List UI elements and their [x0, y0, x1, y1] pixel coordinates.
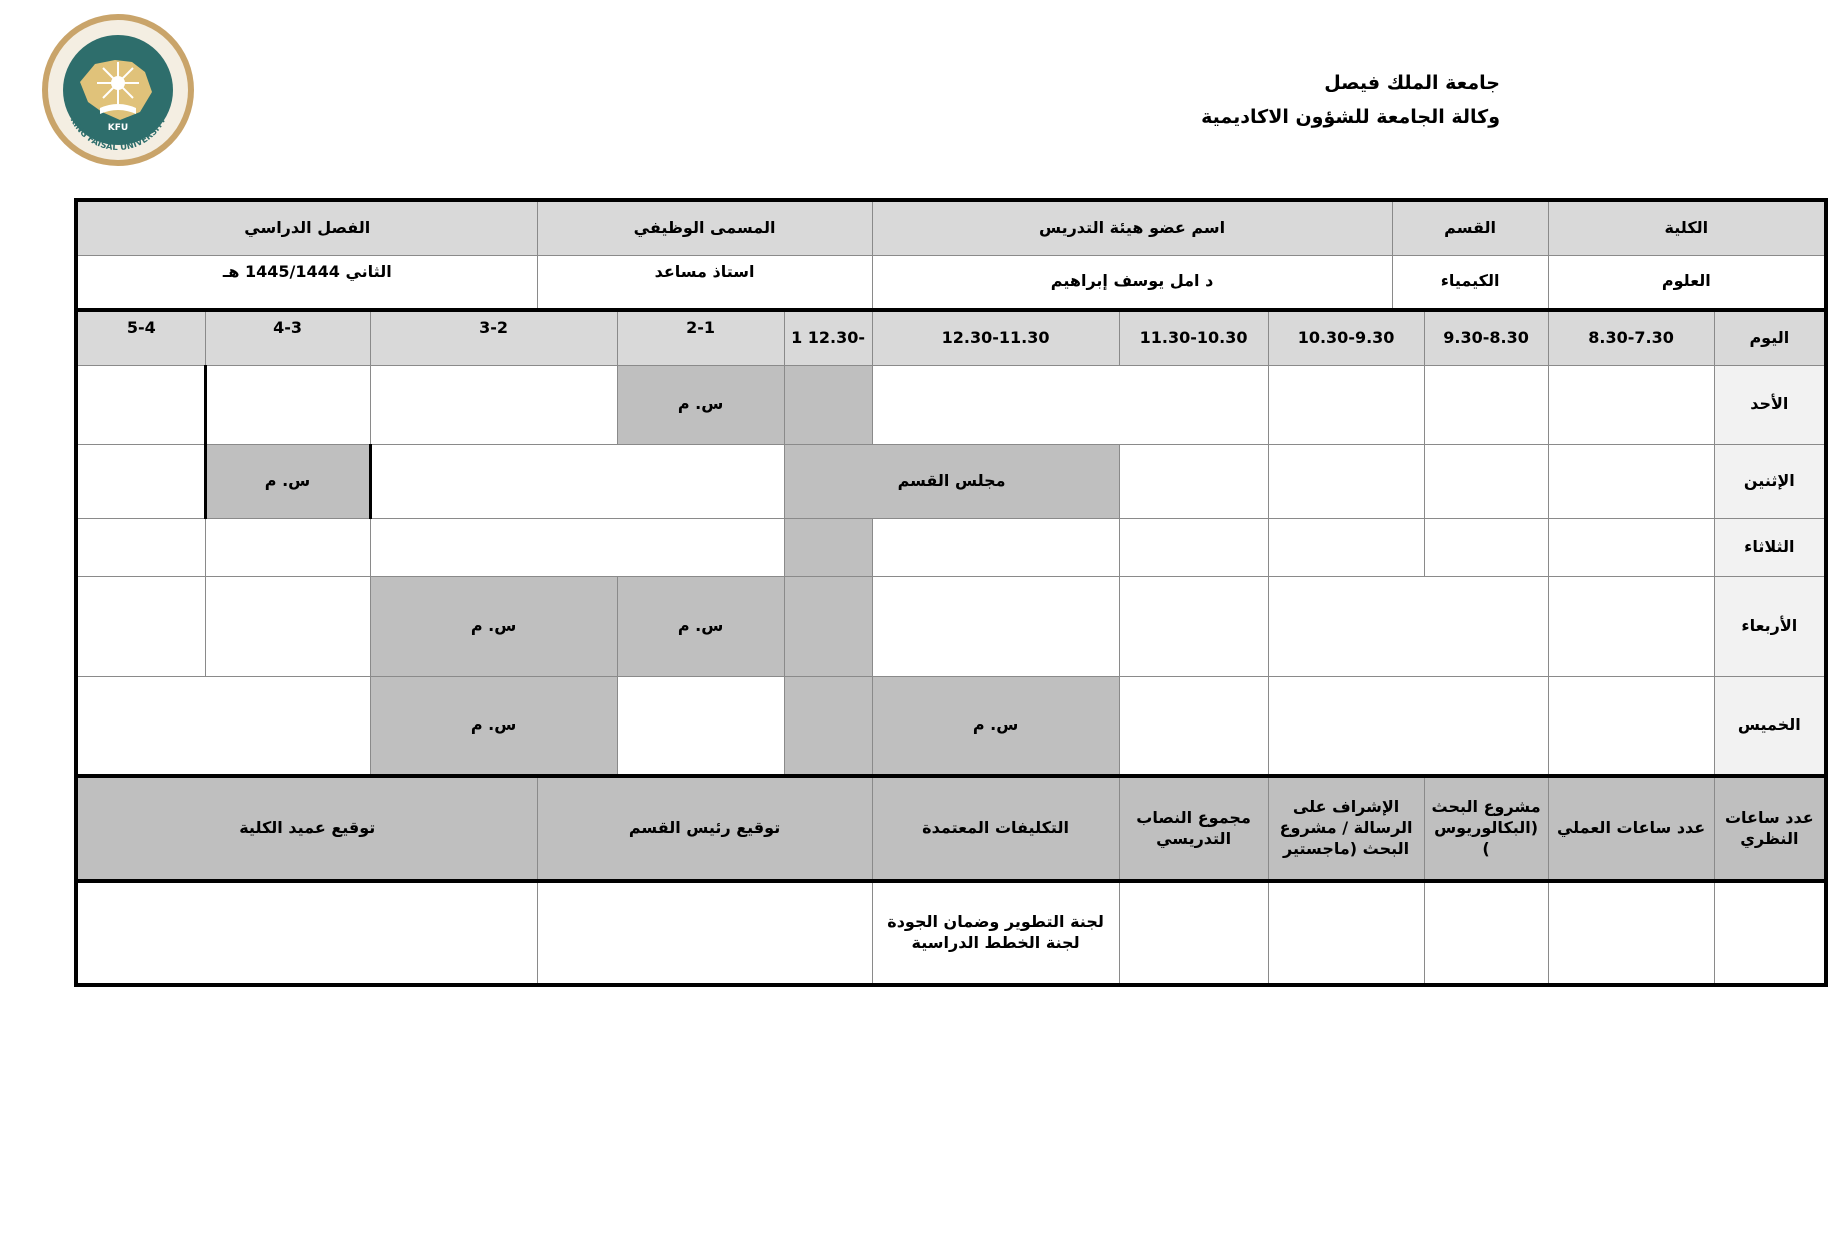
- schedule-cell: [205, 576, 370, 676]
- slot-header: 5-4: [76, 310, 205, 365]
- master-supervision-label: الإشراف على الرسالة / مشروع البحث (ماجستير: [1268, 776, 1424, 881]
- schedule-cell: [1268, 444, 1424, 518]
- svg-text:KING FAISAL UNIVERSITY: KING FAISAL UNIVERSITY: [67, 115, 169, 154]
- office-hours-cell: س. م: [872, 676, 1119, 776]
- schedule-cell: [205, 365, 370, 444]
- department-value: الكيمياء: [1392, 255, 1548, 310]
- department-council-cell: مجلس القسم: [784, 444, 1119, 518]
- schedule-cell: [370, 518, 784, 576]
- office-hours-cell: س. م: [370, 676, 617, 776]
- assignments-label: التكليفات المعتمدة: [872, 776, 1119, 881]
- day-label: الإثنين: [1714, 444, 1826, 518]
- member-name-label: اسم عضو هيئة التدريس: [872, 200, 1392, 255]
- slot-header: 11.30-10.30: [1119, 310, 1268, 365]
- college-label: الكلية: [1548, 200, 1826, 255]
- semester-value: الثاني 1445/1444 هـ: [76, 255, 537, 310]
- college-value: العلوم: [1548, 255, 1826, 310]
- office-hours-cell: س. م: [205, 444, 370, 518]
- schedule-cell: [1548, 518, 1714, 576]
- theory-hours-value: [1714, 881, 1826, 985]
- schedule-cell: [1268, 676, 1548, 776]
- schedule-cell: [872, 576, 1119, 676]
- assignments-value: [872, 881, 1119, 985]
- schedule-cell: [872, 518, 1119, 576]
- schedule-cell: [76, 365, 205, 444]
- schedule-cell: [617, 676, 784, 776]
- bachelor-project-value: [1424, 881, 1548, 985]
- break-cell: [784, 365, 872, 444]
- schedule-cell: [1119, 518, 1268, 576]
- office-hours-cell: س. م: [617, 576, 784, 676]
- schedule-cell: [1424, 518, 1548, 576]
- schedule-cell: [1548, 444, 1714, 518]
- slot-header: 9.30-8.30: [1424, 310, 1548, 365]
- member-name-value: د امل يوسف إبراهيم: [872, 255, 1392, 310]
- schedule-cell: [76, 576, 205, 676]
- dean-signature-value: [76, 881, 537, 985]
- head-signature-value: [537, 881, 872, 985]
- day-header: اليوم: [1714, 310, 1826, 365]
- day-label: الثلاثاء: [1714, 518, 1826, 576]
- svg-text:KFU: KFU: [107, 123, 129, 133]
- day-label: الخميس: [1714, 676, 1826, 776]
- schedule-cell: [76, 444, 205, 518]
- slot-header: 8.30-7.30: [1548, 310, 1714, 365]
- schedule-cell: [1119, 676, 1268, 776]
- slot-header: 3-2: [370, 310, 617, 365]
- dean-signature-label: توقيع عميد الكلية: [76, 776, 537, 881]
- schedule-cell: [1424, 444, 1548, 518]
- schedule-cell: [1119, 444, 1268, 518]
- schedule-cell: [205, 518, 370, 576]
- teaching-load-value: [1119, 881, 1268, 985]
- schedule-cell: [1119, 576, 1268, 676]
- day-label: الأحد: [1714, 365, 1826, 444]
- department-label: القسم: [1392, 200, 1548, 255]
- schedule-cell: [370, 444, 784, 518]
- slot-header: 12.30-11.30: [872, 310, 1119, 365]
- break-cell: [784, 576, 872, 676]
- schedule-cell: [1548, 676, 1714, 776]
- practical-hours-value: [1548, 881, 1714, 985]
- vice-rectorate-name: وكالة الجامعة للشؤون الاكاديمية: [1201, 106, 1500, 128]
- teaching-load-label: مجموع النصاب التدريسي: [1119, 776, 1268, 881]
- schedule-cell: [370, 365, 617, 444]
- slot-header: 4-3: [205, 310, 370, 365]
- schedule-cell: [1548, 576, 1714, 676]
- day-label: الأربعاء: [1714, 576, 1826, 676]
- university-name: جامعة الملك فيصل: [1324, 72, 1500, 94]
- head-signature-label: توقيع رئيس القسم: [537, 776, 872, 881]
- semester-label: الفصل الدراسي: [76, 200, 537, 255]
- schedule-cell: [1268, 576, 1548, 676]
- schedule-cell: [76, 518, 205, 576]
- practical-hours-label: عدد ساعات العملي: [1548, 776, 1714, 881]
- assignment-item: لجنة الخطط الدراسية: [911, 933, 1080, 952]
- bachelor-project-label: مشروع البحث (البكالوريوس ): [1424, 776, 1548, 881]
- break-cell: [784, 518, 872, 576]
- job-title-value: استاذ مساعد: [537, 255, 872, 310]
- schedule-cell: [1548, 365, 1714, 444]
- schedule-cell: [872, 365, 1268, 444]
- master-supervision-value: [1268, 881, 1424, 985]
- office-hours-cell: س. م: [617, 365, 784, 444]
- kfu-seal-logo-icon: [40, 12, 196, 168]
- faculty-schedule-table: [74, 198, 1828, 987]
- schedule-cell: [1268, 518, 1424, 576]
- theory-hours-label: عدد ساعات النظري: [1714, 776, 1826, 881]
- schedule-cell: [1424, 365, 1548, 444]
- job-title-label: المسمى الوظيفي: [537, 200, 872, 255]
- slot-header: 2-1: [617, 310, 784, 365]
- assignment-item: لجنة التطوير وضمان الجودة: [887, 912, 1104, 932]
- slot-header: -12.30 1: [784, 310, 872, 365]
- schedule-cell: [1268, 365, 1424, 444]
- schedule-cell: [76, 676, 370, 776]
- break-cell: [784, 676, 872, 776]
- slot-header: 10.30-9.30: [1268, 310, 1424, 365]
- office-hours-cell: س. م: [370, 576, 617, 676]
